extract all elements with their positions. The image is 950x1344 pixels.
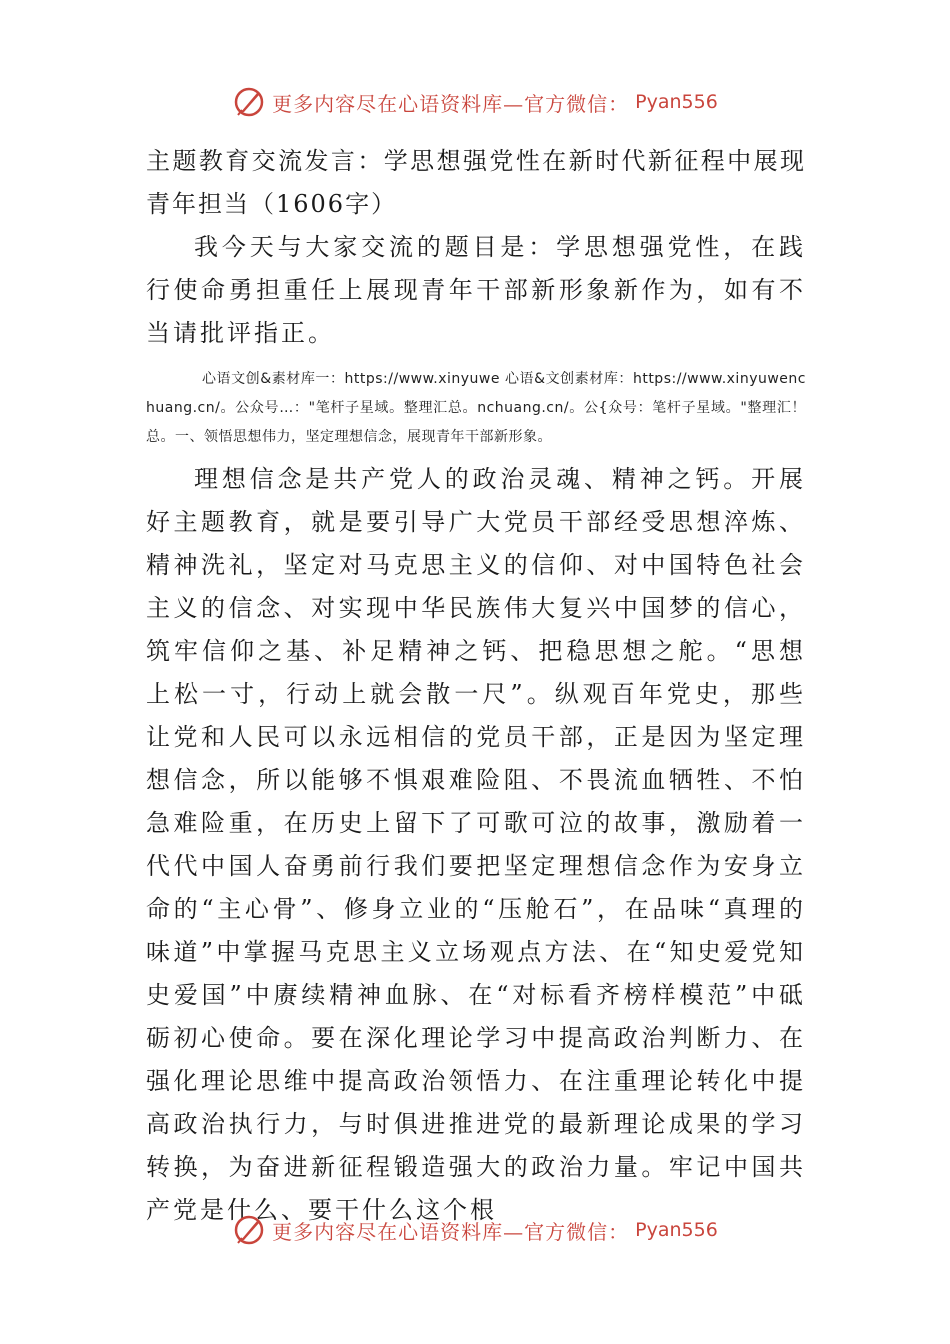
footer-banner xyxy=(0,1210,950,1250)
quill-logo-icon xyxy=(232,85,266,119)
wechat-id: Pyan556 xyxy=(635,91,718,113)
quill-logo-icon xyxy=(232,1213,266,1247)
body-paragraph: 理想信念是共产党人的政治灵魂、精神之钙。开展好主题教育，就是要引导广大党员干部经受思想淬炼、精神洗礼，坚定对马克思主义的信仰、对中国特色社会主义的信念、对实现中华民族伟大复兴中国梦的信心，筑牢信仰之基、补足精神之钙、把稳思想之舵。“思想上松一寸，行动上就会散一尺”。纵观百年党史，那些让党和人民可以永远相信的党员干部，正是因为坚定理想信念，所以能够不惧艰难险阻、不畏流血牺牲、不怕急难险重，在历史上留下了可歌可泣的故事，激励着一代代中国人奋勇前行我们要把坚定理想信念作为安身立命的“主心骨”、修身立业的“压舱石”，在品味“真理的味道”中掌握马克思主义立场观点方法、在“知史爱党知史爱国”中赓续精神血脉、在“对标看齐榜样模范”中砥砺初心使命。要在深化理论学习中提高政治判断力、在强化理论思维中提高政治领悟力、在注重理论转化中提高政治执行力，与时俱进推进党的最新理论成果的学习转换，为奋进新征程锻造强大的政治力量。牢记中国共产党是什么、要干什么这个根 xyxy=(146,465,806,1224)
intro-paragraph: 我今天与大家交流的题目是：学思想强党性，在践行使命勇担重任上展现青年干部新形象新作为，如有不当请批评指正。 xyxy=(146,233,806,347)
header-banner xyxy=(0,82,950,122)
source-note: 心语文创&素材库一：https://www.xinyuwe 心语&文创素材库：https://www.xinyuwenchuang.cn/。公众号…："笔杆子星域。整理汇总。nchuang.cn/。公{众号：笔杆子星域。"整理汇！总。一、领悟思想伟力，坚定理想信念，展现青年干部新形象。 xyxy=(146,371,806,445)
document-body xyxy=(146,140,806,1232)
banner-text: 更多内容尽在心语资料库—官方微信： xyxy=(272,1219,630,1244)
page-title: 主题教育交流发言：学思想强党性在新时代新征程中展现青年担当（1606字） xyxy=(146,147,806,218)
banner-text: 更多内容尽在心语资料库—官方微信： xyxy=(272,91,630,116)
wechat-id: Pyan556 xyxy=(635,1219,718,1241)
